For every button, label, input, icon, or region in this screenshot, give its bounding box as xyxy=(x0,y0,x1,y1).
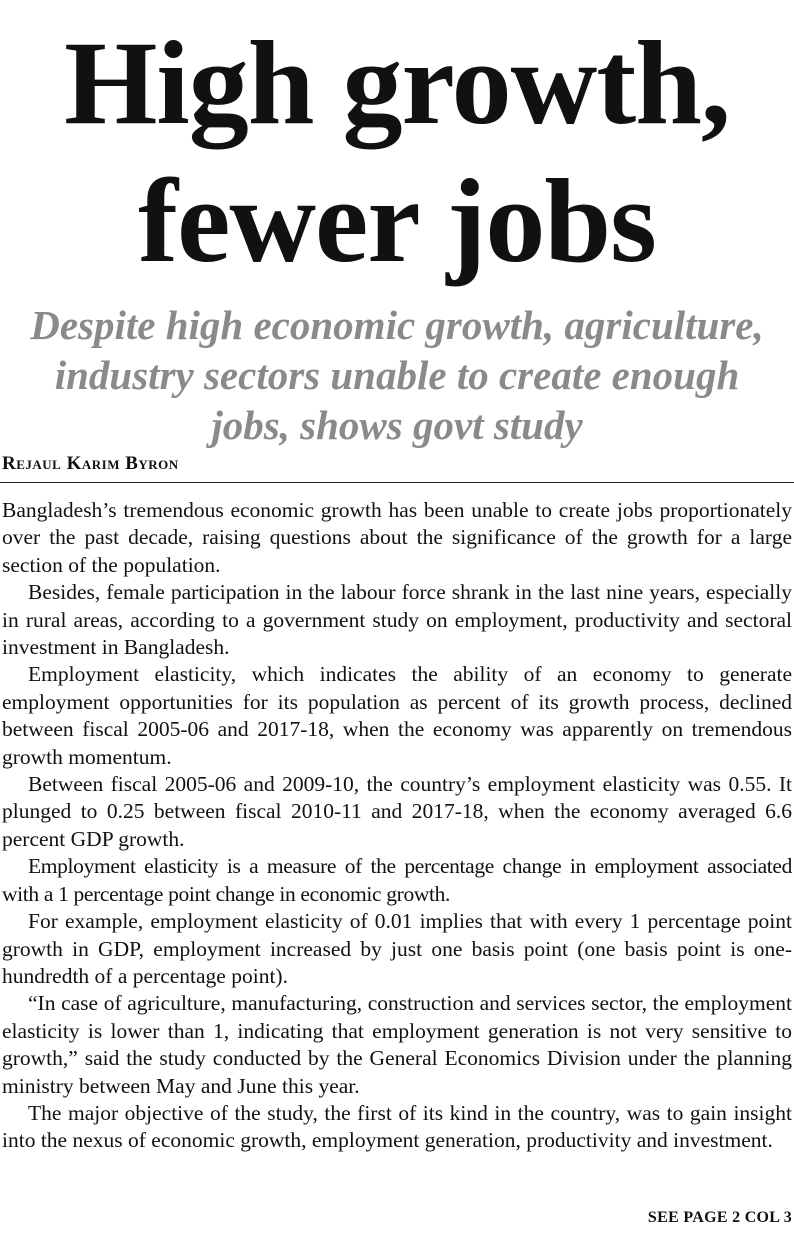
headline-line-1: High growth, xyxy=(64,16,730,149)
byline-divider xyxy=(0,482,794,483)
headline xyxy=(0,14,794,290)
paragraph-5: Employment elasticity is a measure of the percentage change in employment associated with a 1 percentage point change in economic growth. xyxy=(2,854,792,906)
byline: Rejaul Karim Byron xyxy=(2,453,179,474)
headline-line-2: fewer jobs xyxy=(138,154,656,287)
subheadline xyxy=(0,300,794,450)
paragraph-1: Bangladesh’s tremendous economic growth has been unable to create jobs proportionately over the past decade, raising questions about the significance of the growth for a large section of the population. xyxy=(2,498,792,577)
continuation-link[interactable]: SEE PAGE 2 COL 3 xyxy=(647,1209,792,1226)
subheadline-line-1: Despite high economic growth, agriculture, xyxy=(30,302,764,348)
subheadline-line-2: industry sectors unable to create enough xyxy=(54,352,740,398)
paragraph-8: The major objective of the study, the first of its kind in the country, was to gain insight into the nexus of economic growth, employment generation, productivity and investment. xyxy=(2,1100,792,1153)
article-body xyxy=(2,497,792,1155)
paragraph-6: For example, employment elasticity of 0.01 implies that with every 1 percentage point growth in GDP, employment increased by just one basis point (one basis point is one-hundredth of a percentage point). xyxy=(2,909,792,988)
subheadline-line-3: jobs, shows govt study xyxy=(211,402,583,448)
paragraph-4: Between fiscal 2005-06 and 2009-10, the country’s employment elasticity was 0.55. It plunged to 0.25 between fiscal 2010-11 and 2017-18, when the economy averaged 6.6 percent GDP growth. xyxy=(2,772,792,851)
paragraph-2: Besides, female participation in the labour force shrank in the last nine years, especially in rural areas, according to a government study on employment, productivity and sectoral investment in Bangladesh. xyxy=(2,580,792,660)
paragraph-3: Employment elasticity, which indicates the ability of an economy to generate employment opportunities for its population as percent of its growth process, declined between fiscal 2005-06 and 2017-18, when the economy was apparently on tremendous growth momentum. xyxy=(2,662,792,769)
paragraph-7: “In case of agriculture, manufacturing, construction and services sector, the employment elasticity is lower than 1, indicating that employment generation is not very sensitive to growth,” said the study conducted by the General Economics Division under the planning ministry between May and June this year. xyxy=(2,991,792,1098)
